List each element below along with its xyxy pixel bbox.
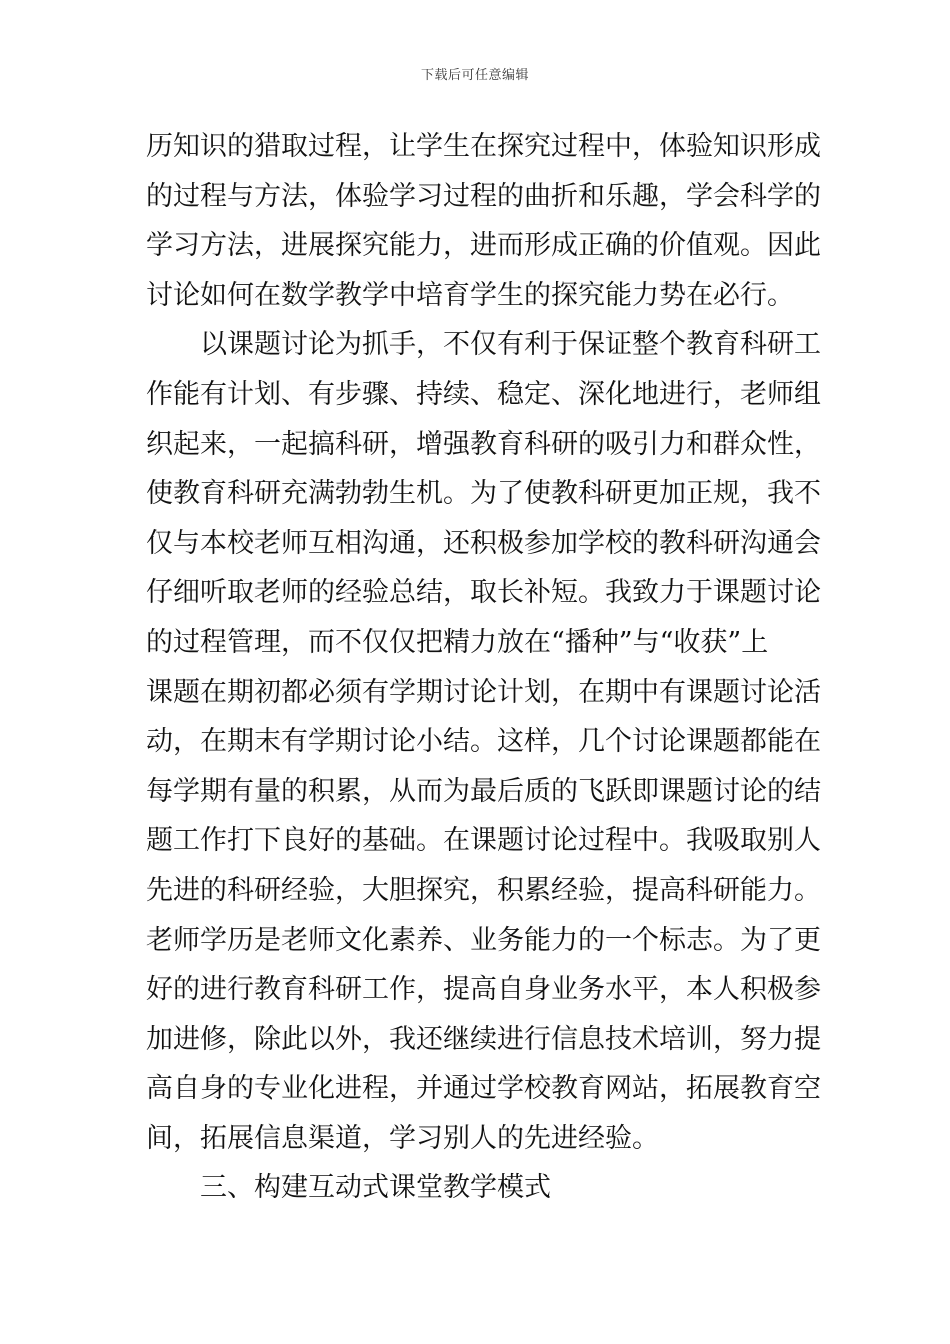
text-line: 历知识的猎取过程，让学生在探究过程中，体验知识形成 xyxy=(146,131,821,162)
text-line: 的过程管理，而不仅仅把精力放在“播种”与“收获”上 xyxy=(146,626,769,658)
text-line: 先进的科研经验，大胆探究，积累经验，提高科研能力。 xyxy=(146,874,821,906)
text-line: 课题在期初都必须有学期讨论计划，在期中有课题讨论活 xyxy=(146,676,821,708)
text-line: 作能有计划、有步骤、持续、稳定、深化地进行，老师组 xyxy=(146,378,821,410)
section-heading: 三、构建互动式课堂教学模式 xyxy=(200,1172,551,1204)
paragraph-start-line: 以课题讨论为抓手，不仅有利于保证整个教育科研工 xyxy=(200,329,821,361)
text-line: 每学期有量的积累，从而为最后质的飞跃即课题讨论的结 xyxy=(146,775,821,807)
text-line: 仅与本校老师互相沟通，还积极参加学校的教科研沟通会 xyxy=(146,527,821,559)
text-line: 仔细听取老师的经验总结，取长补短。我致力于课题讨论 xyxy=(146,577,821,609)
text-line: 高自身的专业化进程，并通过学校教育网站，拓展教育空 xyxy=(146,1073,821,1105)
text-line: 动，在期末有学期讨论小结。这样，几个讨论课题都能在 xyxy=(146,726,821,758)
page-header-note: 下载后可任意编辑 xyxy=(420,68,529,83)
text-line: 学习方法，进展探究能力，进而形成正确的价值观。因此 xyxy=(146,230,821,262)
text-line: 加进修，除此以外，我还继续进行信息技术培训，努力提 xyxy=(146,1023,821,1055)
text-line: 织起来，一起搞科研，增强教育科研的吸引力和群众性， xyxy=(146,428,821,460)
document-body xyxy=(146,122,821,1213)
text-line: 题工作打下良好的基础。在课题讨论过程中。我吸取别人 xyxy=(146,825,821,857)
text-line: 好的进行教育科研工作，提高自身业务水平，本人积极参 xyxy=(146,974,821,1006)
text-line: 老师学历是老师文化素养、业务能力的一个标志。为了更 xyxy=(146,924,821,956)
text-line: 讨论如何在数学教学中培育学生的探究能力势在必行。 xyxy=(146,279,794,311)
text-line: 使教育科研充满勃勃生机。为了使教科研更加正规，我不 xyxy=(146,478,821,510)
text-line: 的过程与方法，体验学习过程的曲折和乐趣，学会科学的 xyxy=(146,180,821,212)
text-line: 间，拓展信息渠道，学习别人的先进经验。 xyxy=(146,1122,659,1154)
